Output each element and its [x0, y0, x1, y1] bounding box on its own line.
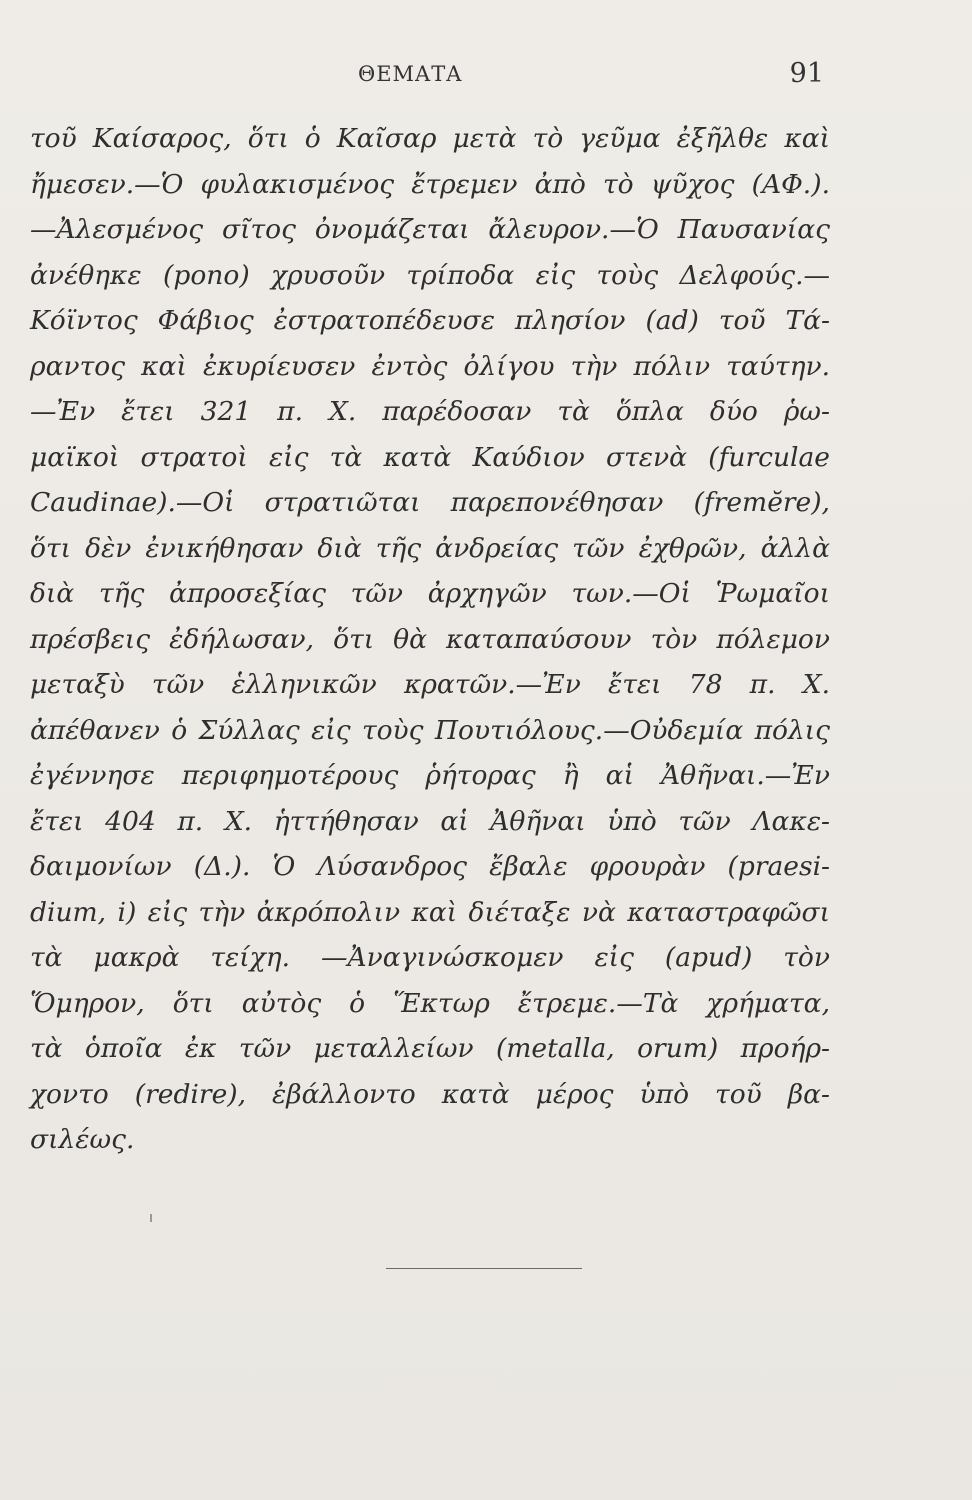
text-line: μαϊκοὶ στρατοὶ εἰς τὰ κατὰ Καύδιον στενὰ (furculae [30, 441, 830, 473]
text-line: δαιμονίων (Δ.). Ὁ Λύσανδρος ἔβαλε φρουρὰν (praesi- [30, 851, 830, 882]
text-line: —Ἐν ἔτει 321 π. Χ. παρέδοσαν τὰ ὅπλα δύο ῥω- [30, 396, 830, 427]
text-line: τὰ μακρὰ τείχη. —Ἀναγινώσκομεν εἰς (apud) τὸν [30, 942, 830, 973]
page-number: 91 [789, 58, 824, 89]
body-text [30, 116, 830, 1163]
text-line: τὰ ὁποῖα ἐκ τῶν μεταλλείων (metalla, orum) προήρ- [30, 1033, 830, 1064]
text-line: πρέσβεις ἐδήλωσαν, ὅτι θὰ καταπαύσουν τὸν πόλεμον [30, 623, 830, 655]
section-divider-rule [386, 1268, 582, 1269]
text-line: ἔτει 404 π. Χ. ἡττήθησαν αἱ Ἀθῆναι ὑπὸ τῶν Λακε- [30, 805, 830, 837]
text-line: —Ἀλεσμένος σῖτος ὀνομάζεται ἄλευρον.—Ὁ Παυσανίας [30, 214, 830, 245]
text-line: Κόϊντος Φάβιος ἐστρατοπέδευσε πλησίον (ad) τοῦ Τά- [30, 305, 830, 336]
text-line: Ὅμηρον, ὅτι αὐτὸς ὁ Ἕκτωρ ἔτρεμε.—Τὰ χρήματα, [30, 987, 830, 1019]
running-head-title: ΘΕΜΑΤΑ [358, 62, 463, 86]
running-head [0, 60, 972, 92]
text-line-last: σιλέως. [30, 1124, 135, 1155]
text-line: ἀπέθανεν ὁ Σύλλας εἰς τοὺς Πουτιόλους.—Οὐδεμία πόλις [30, 714, 830, 746]
text-line: ραντος καὶ ἐκυρίευσεν ἐντὸς ὀλίγου τὴν πόλιν ταύτην. [30, 350, 830, 382]
text-line: μεταξὺ τῶν ἑλληνικῶν κρατῶν.—Ἐν ἔτει 78 π. Χ. [30, 669, 830, 700]
text-line: Caudinae).—Οἱ στρατιῶται παρεπονέθησαν (fremĕre), [30, 487, 830, 518]
text-line: τοῦ Καίσαρος, ὅτι ὁ Καῖσαρ μετὰ τὸ γεῦμα ἐξῆλθε καὶ [30, 123, 830, 154]
text-line: ἀνέθηκε (pono) χρυσοῦν τρίποδα εἰς τοὺς Δελφούς.— [30, 259, 830, 291]
text-line: ὅτι δὲν ἐνικήθησαν διὰ τῆς ἀνδρείας τῶν ἐχθρῶν, ἀλλὰ [30, 532, 830, 564]
text-line: dium, i) εἰς τὴν ἀκρόπολιν καὶ διέταξε νὰ καταστραφῶσι [30, 896, 830, 928]
text-line: ἤμεσεν.—Ὁ φυλακισμένος ἔτρεμεν ἀπὸ τὸ ψῦχος (ΑΦ.). [30, 168, 830, 200]
text-line: χοντο (redire), ἐβάλλοντο κατὰ μέρος ὑπὸ τοῦ βα- [30, 1078, 830, 1110]
text-line: διὰ τῆς ἀπροσεξίας τῶν ἀρχηγῶν των.—Οἱ Ῥωμαῖοι [30, 578, 830, 609]
text-line: ἐγέννησε περιφημοτέρους ῥήτορας ἢ αἱ Ἀθῆναι.—Ἐν [30, 760, 830, 791]
print-speck [150, 1214, 152, 1222]
